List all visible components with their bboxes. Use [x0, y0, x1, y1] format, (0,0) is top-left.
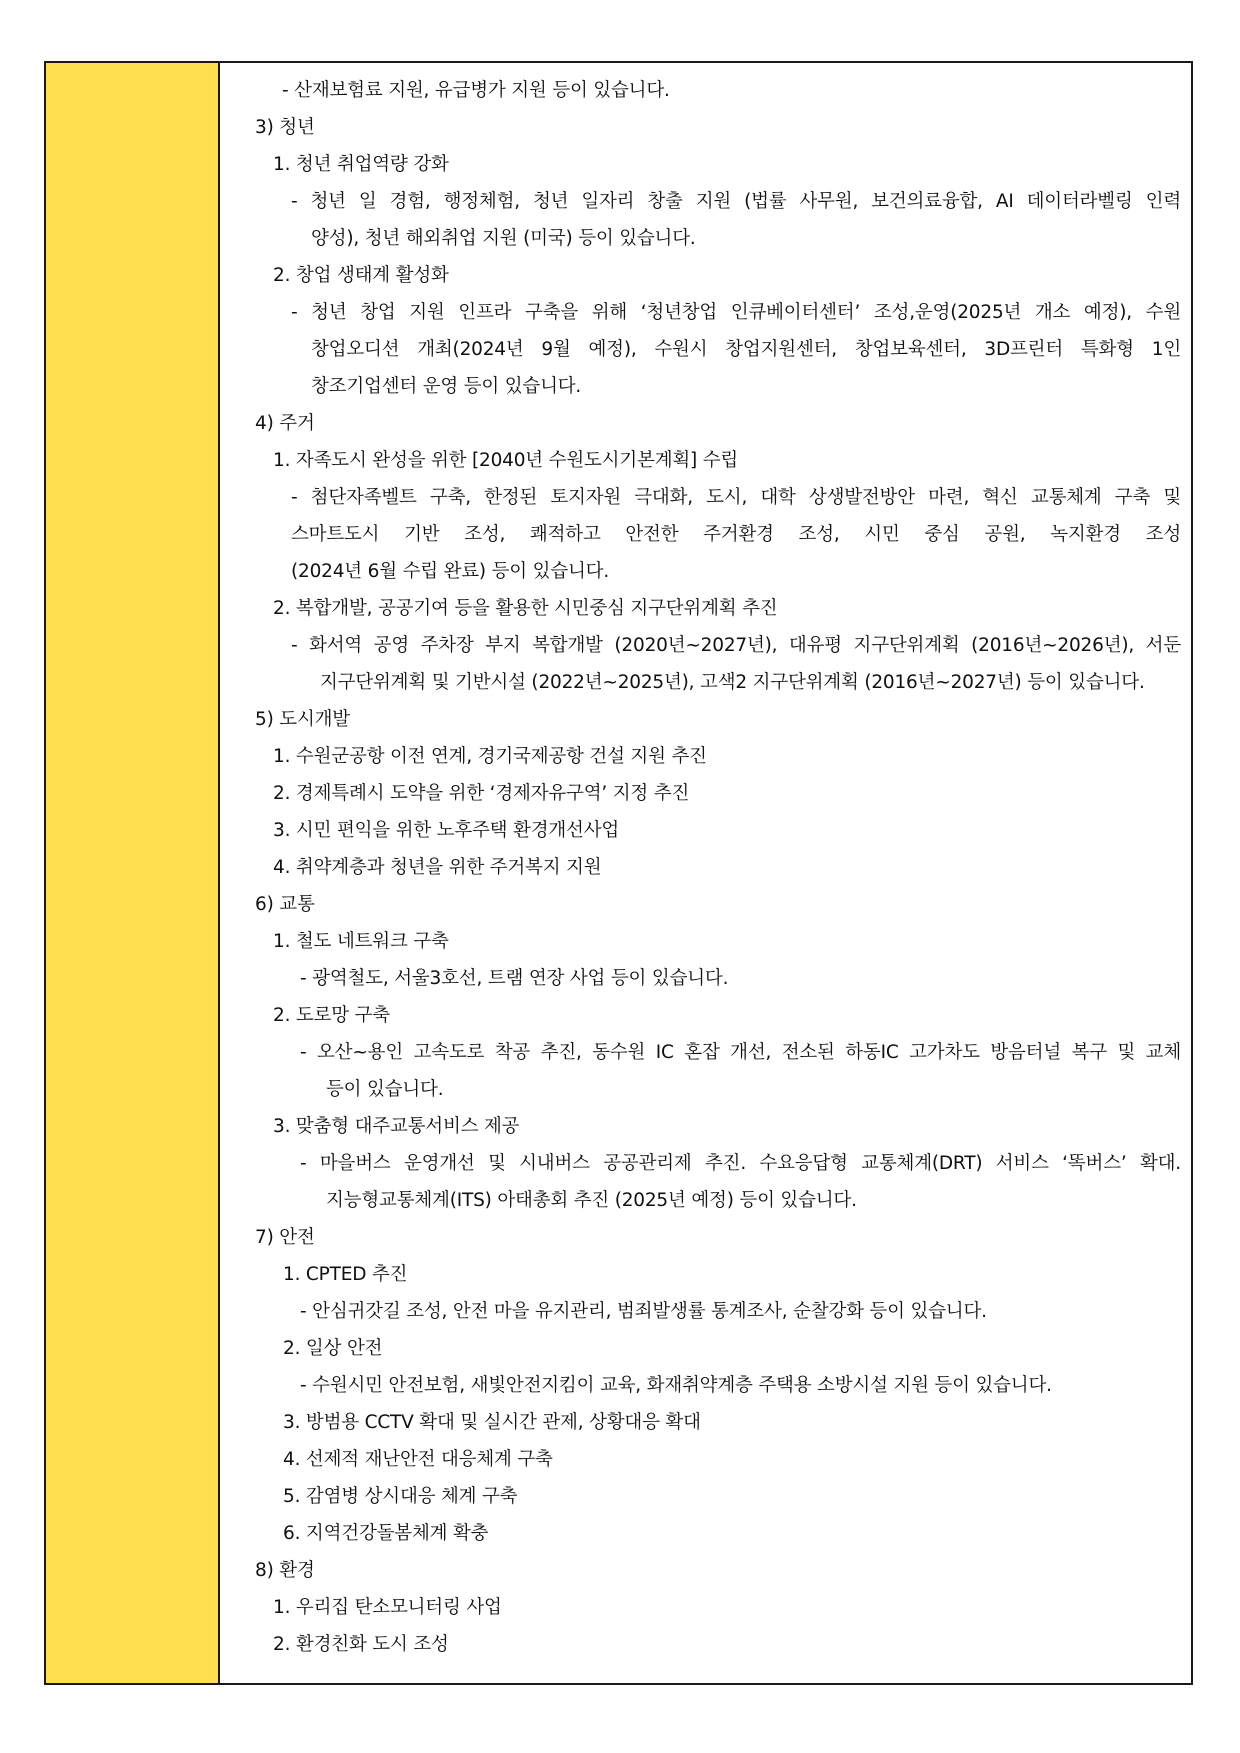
- bullet-continuation: (2024년 6월 수립 완료) 등이 있습니다.: [291, 561, 610, 582]
- bullet-continuation: 창업오디션 개최(2024년 9월 예정), 수원시 창업지원센터, 창업보육센터, 3D프린터 특화형 1인: [311, 339, 1181, 360]
- item-heading: 1. CPTED 추진: [283, 1264, 408, 1285]
- document-table: [44, 61, 1193, 1685]
- item-heading: 2. 일상 안전: [283, 1338, 383, 1359]
- item-heading: 5. 감염병 상시대응 체계 구축: [283, 1486, 518, 1507]
- section-heading: 7) 안전: [255, 1227, 315, 1248]
- item-heading: 3. 방범용 CCTV 확대 및 실시간 관제, 상황대응 확대: [283, 1412, 701, 1433]
- item-heading: 1. 자족도시 완성을 위한 [2040년 수원도시기본계획] 수립: [273, 450, 739, 471]
- bullet-line: - 산재보험료 지원, 유급병가 지원 등이 있습니다.: [282, 80, 670, 101]
- section-heading: 6) 교통: [255, 894, 315, 915]
- item-heading: 2. 도로망 구축: [273, 1005, 390, 1026]
- bullet-line: - 첨단자족벨트 구축, 한정된 토지자원 극대화, 도시, 대학 상생발전방안 마련, 혁신 교통체계 구축 및: [291, 487, 1182, 508]
- item-heading: 2. 복합개발, 공공기여 등을 활용한 시민중심 지구단위계획 추진: [273, 598, 778, 619]
- bullet-line: - 화서역 공영 주차장 부지 복합개발 (2020년~2027년), 대유평 지구단위계획 (2016년~2026년), 서둔: [291, 635, 1181, 656]
- bullet-continuation: 양성), 청년 해외취업 지원 (미국) 등이 있습니다.: [311, 228, 696, 249]
- item-heading: 1. 청년 취업역량 강화: [273, 154, 449, 175]
- item-heading: 2. 환경친화 도시 조성: [273, 1634, 449, 1655]
- item-heading: 3. 시민 편익을 위한 노후주택 환경개선사업: [273, 820, 620, 841]
- bullet-continuation: 창조기업센터 운영 등이 있습니다.: [311, 376, 582, 397]
- bullet-line: - 오산~용인 고속도로 착공 추진, 동수원 IC 혼잡 개선, 전소된 하동IC 고가차도 방음터널 복구 및 교체: [300, 1042, 1181, 1063]
- section-heading: 4) 주거: [255, 413, 315, 434]
- bullet-line: - 마을버스 운영개선 및 시내버스 공공관리제 추진. 수요응답형 교통체계(DRT) 서비스 ‘똑버스’ 확대.: [300, 1153, 1181, 1174]
- section-heading: 8) 환경: [255, 1560, 315, 1581]
- bullet-continuation: 스마트도시 기반 조성, 쾌적하고 안전한 주거환경 조성, 시민 중심 공원, 녹지환경 조성: [291, 524, 1181, 545]
- section-heading: 5) 도시개발: [255, 709, 350, 730]
- item-heading: 2. 창업 생태계 활성화: [273, 265, 449, 286]
- item-heading: 1. 우리집 탄소모니터링 사업: [273, 1597, 502, 1618]
- item-heading: 6. 지역건강돌봄체계 확충: [283, 1523, 489, 1544]
- bullet-continuation: 지능형교통체계(ITS) 아태총회 추진 (2025년 예정) 등이 있습니다.: [326, 1190, 857, 1211]
- item-heading: 1. 수원군공항 이전 연계, 경기국제공항 건설 지원 추진: [273, 746, 707, 767]
- bullet-continuation: 지구단위계획 및 기반시설 (2022년~2025년), 고색2 지구단위계획 (2016년~2027년) 등이 있습니다.: [320, 672, 1145, 693]
- bullet-line: - 수원시민 안전보험, 새빛안전지킴이 교육, 화재취약계층 주택용 소방시설 지원 등이 있습니다.: [300, 1375, 1052, 1396]
- content-column: [220, 63, 1191, 1683]
- bullet-continuation: 등이 있습니다.: [326, 1079, 444, 1100]
- bullet-line: - 광역철도, 서울3호선, 트램 연장 사업 등이 있습니다.: [300, 968, 729, 989]
- item-heading: 1. 철도 네트워크 구축: [273, 931, 449, 952]
- bullet-line: - 청년 창업 지원 인프라 구축을 위해 ‘청년창업 인큐베이터센터’ 조성,운영(2025년 개소 예정), 수원: [291, 302, 1181, 323]
- item-heading: 4. 선제적 재난안전 대응체계 구축: [283, 1449, 553, 1470]
- item-heading: 3. 맞춤형 대주교통서비스 제공: [273, 1116, 520, 1137]
- bullet-line: - 청년 일 경험, 행정체험, 청년 일자리 창출 지원 (법률 사무원, 보건의료융합, AI 데이터라벨링 인력: [291, 191, 1181, 212]
- item-heading: 2. 경제특례시 도약을 위한 ‘경제자유구역’ 지정 추진: [273, 783, 690, 804]
- bullet-line: - 안심귀갓길 조성, 안전 마을 유지관리, 범죄발생률 통계조사, 순찰강화 등이 있습니다.: [300, 1301, 987, 1322]
- category-column: [46, 63, 220, 1683]
- section-heading: 3) 청년: [255, 117, 315, 138]
- item-heading: 4. 취약계층과 청년을 위한 주거복지 지원: [273, 857, 602, 878]
